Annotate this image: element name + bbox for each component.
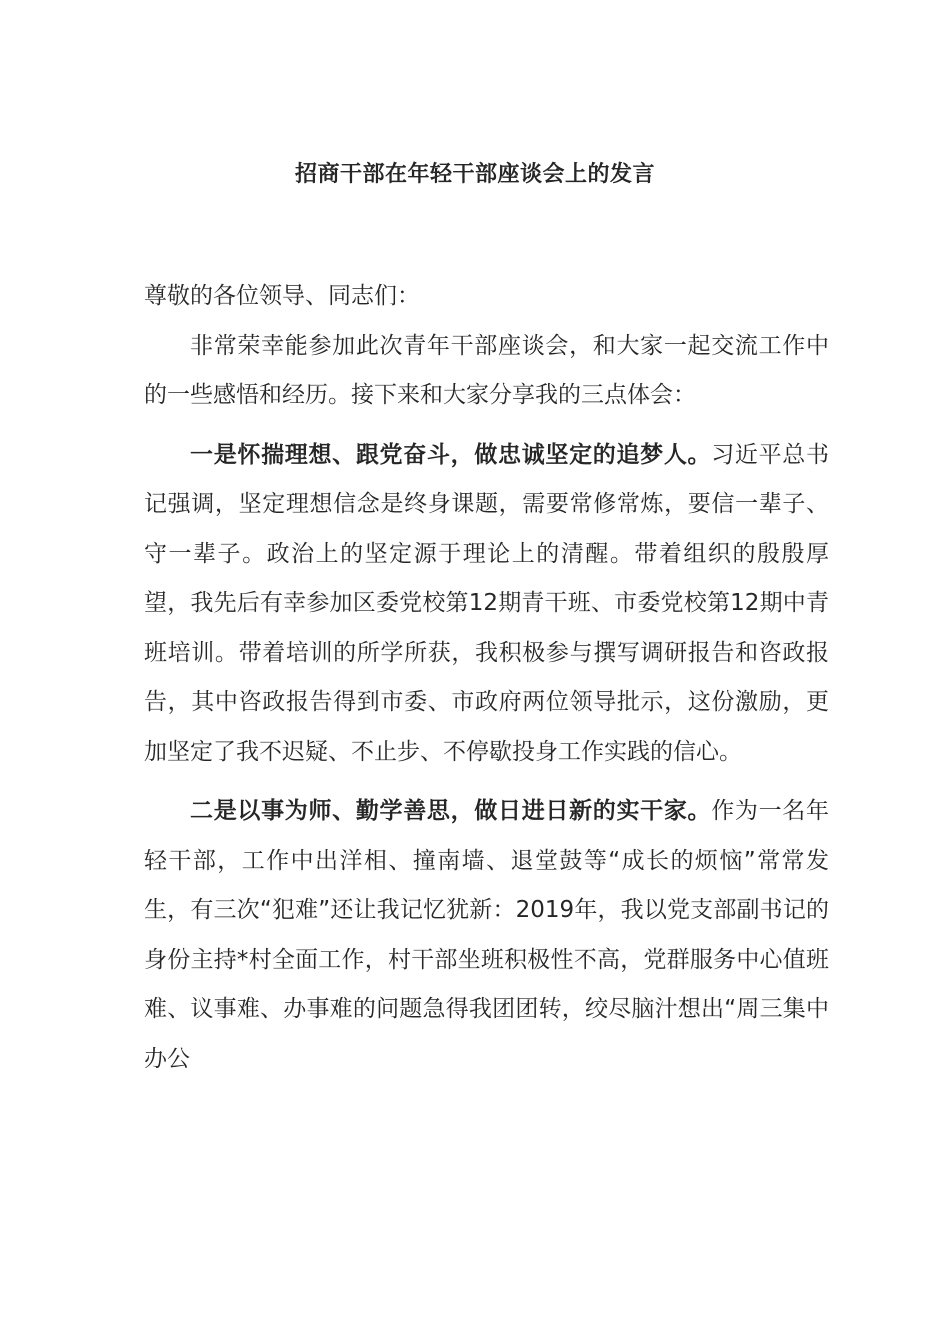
- paragraph-point-two: [144, 787, 829, 1084]
- salutation: 尊敬的各位领导、同志们：: [144, 283, 420, 309]
- paragraph-intro: [144, 322, 829, 421]
- paragraph-point-one-text: 习近平总书记强调，坚定理想信念是终身课题，需要常修常炼，要信一辈子、守一辈子。政治上的坚定源于理论上的清醒。带着组织的殷殷厚望，我先后有幸参加区委党校第12期青干班、市委党校第12期中青班培训。带着培训的所学所获，我积极参与撰写调研报告和咨政报告，其中咨政报告得到市委、市政府两位领导批示，这份激励，更加坚定了我不迟疑、不止步、不停歇投身工作实践的信心。: [144, 441, 830, 765]
- document-body: [144, 272, 829, 1084]
- document-title: 招商干部在年轻干部座谈会上的发言: [294, 162, 655, 187]
- paragraph-point-one-lead: 一是怀揣理想、跟党奋斗，做忠诚坚定的追梦人。: [190, 441, 712, 468]
- paragraph-point-one: [144, 431, 829, 778]
- paragraph-point-two-lead: 二是以事为师、勤学善思，做日进日新的实干家。: [190, 798, 712, 824]
- paragraph-intro-text: 非常荣幸能参加此次青年干部座谈会，和大家一起交流工作中的一些感悟和经历。接下来和大家分享我的三点体会：: [144, 332, 829, 408]
- paragraph-point-two-text: 作为一名年轻干部，工作中出洋相、撞南墙、退堂鼓等“成长的烦恼”常常发生，有三次“犯难”还让我记忆犹新：2019年，我以党支部副书记的身份主持*村全面工作，村干部坐班积极性不高，党群服务中心值班难、议事难、办事难的问题急得我团团转，绞尽脑汁想出“周三集中办公: [144, 798, 830, 1072]
